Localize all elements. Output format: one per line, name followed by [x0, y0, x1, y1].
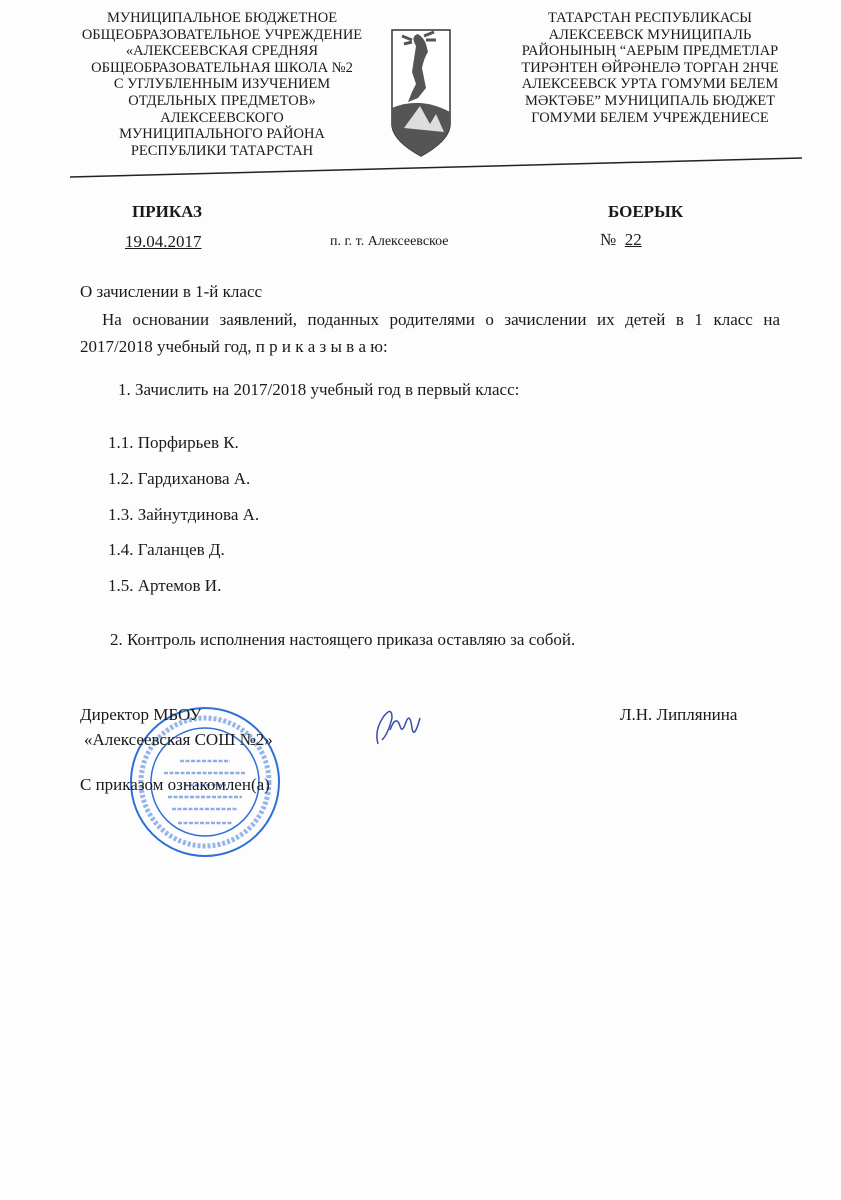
order-date: 19.04.2017	[125, 232, 202, 251]
coat-of-arms-emblem	[390, 28, 452, 158]
header-left-line: РЕСПУБЛИКИ ТАТАРСТАН	[130, 142, 314, 159]
student-item: 1.2. Гардиханова А.	[108, 469, 251, 488]
student-item: 1.5. Артемов И.	[108, 576, 222, 595]
header-left-block	[72, 10, 372, 159]
order-number: 22	[624, 230, 642, 249]
header-left-line: С УГЛУБЛЕННЫМ ИЗУЧЕНИЕМ	[113, 76, 331, 93]
header-right-line: ТИРӘНТЕН ӨЙРӘНЕЛӘ ТОРГАН 2НЧЕ	[521, 59, 779, 76]
header-left-line: АЛЕКСЕЕВСКОГО	[160, 109, 284, 126]
acknowledgement-line: С приказом ознакомлен(а)	[80, 775, 270, 794]
director-position-line2: «Алексеевская СОШ №2»	[84, 730, 273, 749]
header-right-line: АЛЕКСЕЕВСК УРТА ГОМУМИ БЕЛЕМ	[521, 76, 779, 93]
header-right-line: РАЙОНЫНЫҢ “АЕРЫМ ПРЕДМЕТЛАР	[521, 43, 779, 60]
header-divider	[70, 155, 805, 180]
order-item-1: 1. Зачислить на 2017/2018 учебный год в первый класс:	[118, 380, 520, 399]
director-name: Л.Н. Липлянина	[620, 705, 738, 724]
order-subject: О зачислении в 1-й класс	[80, 282, 263, 301]
header-right-block	[510, 10, 790, 126]
order-title-ru: ПРИКАЗ	[132, 202, 202, 221]
header-right-line: ГОМУМИ БЕЛЕМ УЧРЕЖДЕНИЕСЕ	[531, 109, 769, 126]
student-item: 1.1. Порфирьев К.	[108, 433, 239, 452]
header-left-line: МУНИЦИПАЛЬНОЕ БЮДЖЕТНОЕ	[106, 10, 338, 26]
handwritten-signature	[370, 700, 425, 750]
header-left-line: ОБЩЕОБРАЗОВАТЕЛЬНАЯ ШКОЛА №2	[91, 59, 353, 76]
header-right-line: МӘКТӘБЕ” МУНИЦИПАЛЬ БЮДЖЕТ	[524, 92, 776, 109]
order-title-tt: БОЕРЫК	[608, 202, 684, 221]
director-position-line1: Директор МБОУ	[80, 705, 202, 724]
header-left-line: МУНИЦИПАЛЬНОГО РАЙОНА	[119, 126, 325, 143]
order-number-block	[600, 230, 642, 250]
student-item: 1.3. Зайнутдинова А.	[108, 505, 260, 524]
student-item: 1.4. Галанцев Д.	[108, 540, 225, 559]
order-preamble: На основании заявлений, поданных родителями о зачислении их детей в 1 класс на 2017/2018 учебный год, п р и к а з ы в а ю:	[80, 310, 780, 356]
order-item-2: 2. Контроль исполнения настоящего приказа оставляю за собой.	[110, 630, 576, 649]
order-place: п. г. т. Алексеевское	[330, 234, 449, 249]
header-right-line: АЛЕКСЕЕВСК МУНИЦИПАЛЬ	[548, 26, 752, 43]
header-left-line: ОТДЕЛЬНЫХ ПРЕДМЕТОВ»	[128, 92, 316, 109]
header-left-line: ОБЩЕОБРАЗОВАТЕЛЬНОЕ УЧРЕЖДЕНИЕ	[81, 26, 363, 43]
header-left-line: «АЛЕКСЕЕВСКАЯ СРЕДНЯЯ	[125, 43, 319, 60]
header-right-line: ТАТАРСТАН РЕСПУБЛИКАСЫ	[548, 10, 752, 26]
number-label: №	[600, 230, 617, 249]
